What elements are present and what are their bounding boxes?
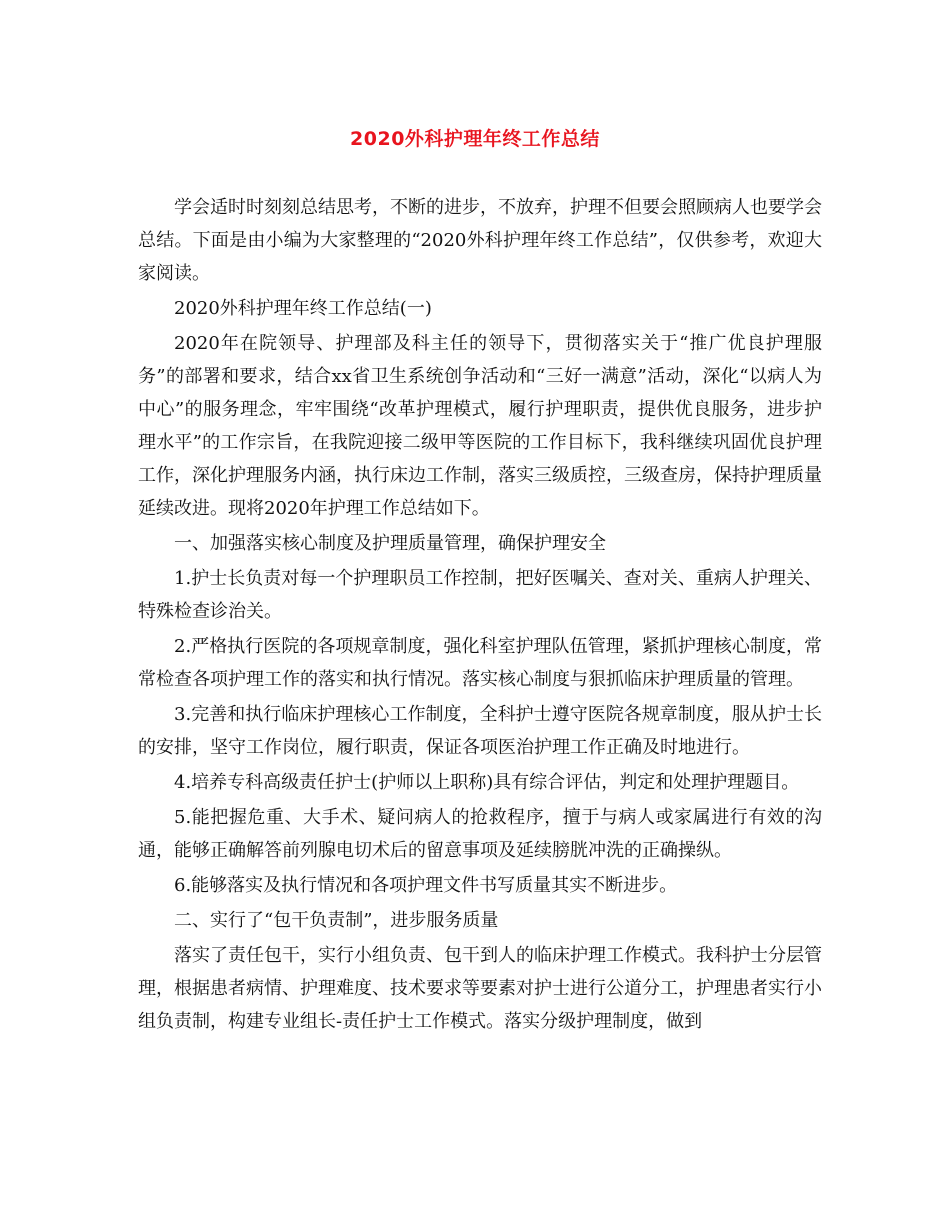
- list-item: 3.完善和执行临床护理核心工作制度，全科护士遵守医院各规章制度，服从护士长的安排，坚守工作岗位，履行职责，保证各项医治护理工作正确及时地进行。: [138, 704, 822, 758]
- list-item: 2.严格执行医院的各项规章制度，强化科室护理队伍管理，紧抓护理核心制度，常常检查各项护理工作的落实和执行情况。落实核心制度与狠抓临床护理质量的管理。: [138, 636, 822, 690]
- body-paragraph: 落实了责任包干，实行小组负责、包干到人的临床护理工作模式。我科护士分层管理，根据患者病情、护理难度、技术要求等要素对护士进行公道分工，护理患者实行小组负责制，构建专业组长-责任护士工作模式。落实分级护理制度，做到: [138, 945, 822, 1032]
- document-body: [138, 191, 822, 1040]
- section-heading: 二、实行了“包干负责制”，进步服务质量: [174, 910, 499, 931]
- intro-paragraph: 学会适时时刻刻总结思考，不断的进步，不放弃，护理不但要会照顾病人也要学会总结。下面是由小编为大家整理的“2020外科护理年终工作总结”，仅供参考，欢迎大家阅读。: [138, 197, 822, 284]
- list-item: 6.能够落实及执行情况和各项护理文件书写质量其实不断进步。: [174, 875, 678, 896]
- section-heading: 2020外科护理年终工作总结(一): [174, 298, 432, 319]
- list-item: 5.能把握危重、大手术、疑问病人的抢救程序，擅于与病人或家属进行有效的沟通，能够正确解答前列腺电切术后的留意事项及延续膀胱冲洗的正确操纵。: [138, 807, 822, 861]
- list-item: 1.护士长负责对每一个护理职员工作控制，把好医嘱关、查对关、重病人护理关、特殊检查诊治关。: [138, 568, 822, 622]
- body-paragraph: 2020年在院领导、护理部及科主任的领导下，贯彻落实关于“推广优良护理服务”的部署和要求，结合xx省卫生系统创争活动和“三好一满意”活动，深化“以病人为中心”的服务理念，牢牢围绕“改革护理模式，履行护理职责，提供优良服务，进步护理水平”的工作宗旨，在我院迎接二级甲等医院的工作目标下，我科继续巩固优良护理工作，深化护理服务内涵，执行床边工作制，落实三级质控，三级查房，保持护理质量延续改进。现将2020年护理工作总结如下。: [138, 333, 822, 519]
- section-heading: 一、加强落实核心制度及护理质量管理，确保护理安全: [174, 533, 606, 554]
- list-item: 4.培养专科高级责任护士(护师以上职称)具有综合评估，判定和处理护理题目。: [174, 772, 800, 793]
- document-title: 2020外科护理年终工作总结: [350, 128, 600, 150]
